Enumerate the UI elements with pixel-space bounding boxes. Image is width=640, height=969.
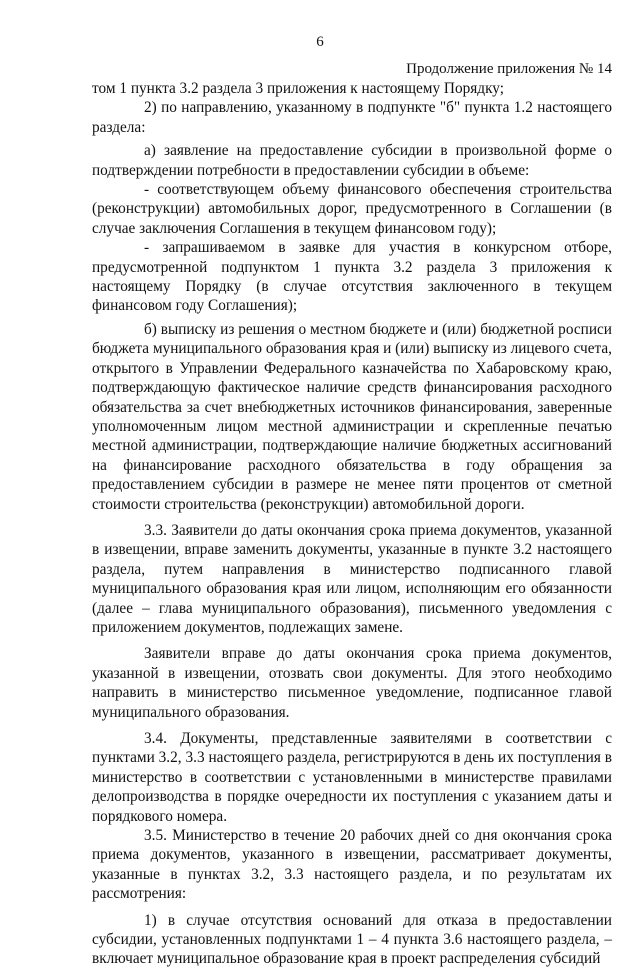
paragraph-1: 2) по направлению, указанному в подпункте "б" пункта 1.2 настоящего раздела:	[92, 99, 612, 136]
appendix-continuation-note: Продолжение приложения № 14	[406, 61, 612, 77]
paragraph-5: б) выписку из решения о местном бюджете и (или) бюджетной росписи бюджета муниципального образования края и (или) выписку из лицевого счета, открытого в Управлении Федерального казначейства по Хабаровскому краю, подтверждающую фактическое наличие средств финансирования расходного обязательства за счет внебюджетных источников финансирования, заверенные уполномоченным лицом местной администрации и скрепленные печатью местной администрации, подтверждающие наличие бюджетных ассигнований на финансирование расходного обязательства в году обращения за предоставлением субсидии в размере не менее пяти процентов от сметной стоимости строительства (реконструкции) автомобильной дороги.	[92, 320, 612, 513]
paragraph-0: том 1 пункта 3.2 раздела 3 приложения к настоящему Порядку;	[92, 80, 504, 97]
page-number: 6	[316, 34, 324, 50]
paragraph-4: - запрашиваемом в заявке для участия в конкурсном отборе, предусмотренной подпунктом 1 пункта 3.2 раздела 3 приложения к настоящему Порядку (в случае отсутствия заключенного в текущем финансовом году Соглашения);	[92, 239, 612, 315]
document-body	[92, 79, 612, 969]
paragraph-2: а) заявление на предоставление субсидии в произвольной форме о подтверждении потребности в предоставлении субсидии в объеме:	[92, 142, 612, 179]
paragraph-7: Заявители вправе до даты окончания срока приема документов, указанной в извещении, отозвать свои документы. Для этого необходимо направить в министерство письменное уведомление, подписанное главой муниципального образования.	[92, 645, 612, 721]
paragraph-6: 3.3. Заявители до даты окончания срока приема документов, указанной в извещении, вправе заменить документы, указанные в пункте 3.2 настоящего раздела, путем направления в министерство подписанного главой муниципального образования края или лицом, исполняющим его обязанности (далее – глава муниципального образования), письменного уведомления с приложением документов, подлежащих замене.	[92, 521, 612, 636]
paragraph-3: - соответствующем объему финансового обеспечения строительства (реконструкции) автомобильных дорог, предусмотренного в Соглашении (в случае заключения Соглашения в текущем финансовом году);	[92, 181, 612, 237]
paragraph-8: 3.4. Документы, представленные заявителями в соответствии с пунктами 3.2, 3.3 настоящего раздела, регистрируются в день их поступления в министерство в соответствии с установленными в министерстве правилами делопроизводства в порядке очередности их поступления с указанием даты и порядкового номера.	[92, 730, 612, 825]
paragraph-10: 1) в случае отсутствия оснований для отказа в предоставлении субсидии, установленных подпунктами 1 – 4 пункта 3.6 настоящего раздела, – включает муниципальное образование края в проект распределения субсидий	[92, 911, 612, 968]
paragraph-9: 3.5. Министерство в течение 20 рабочих дней со дня окончания срока приема документов, указанного в извещении, рассматривает документы, указанные в пунктах 3.2, 3.3 настоящего раздела, и по результатам их рассмотрения:	[92, 827, 612, 903]
